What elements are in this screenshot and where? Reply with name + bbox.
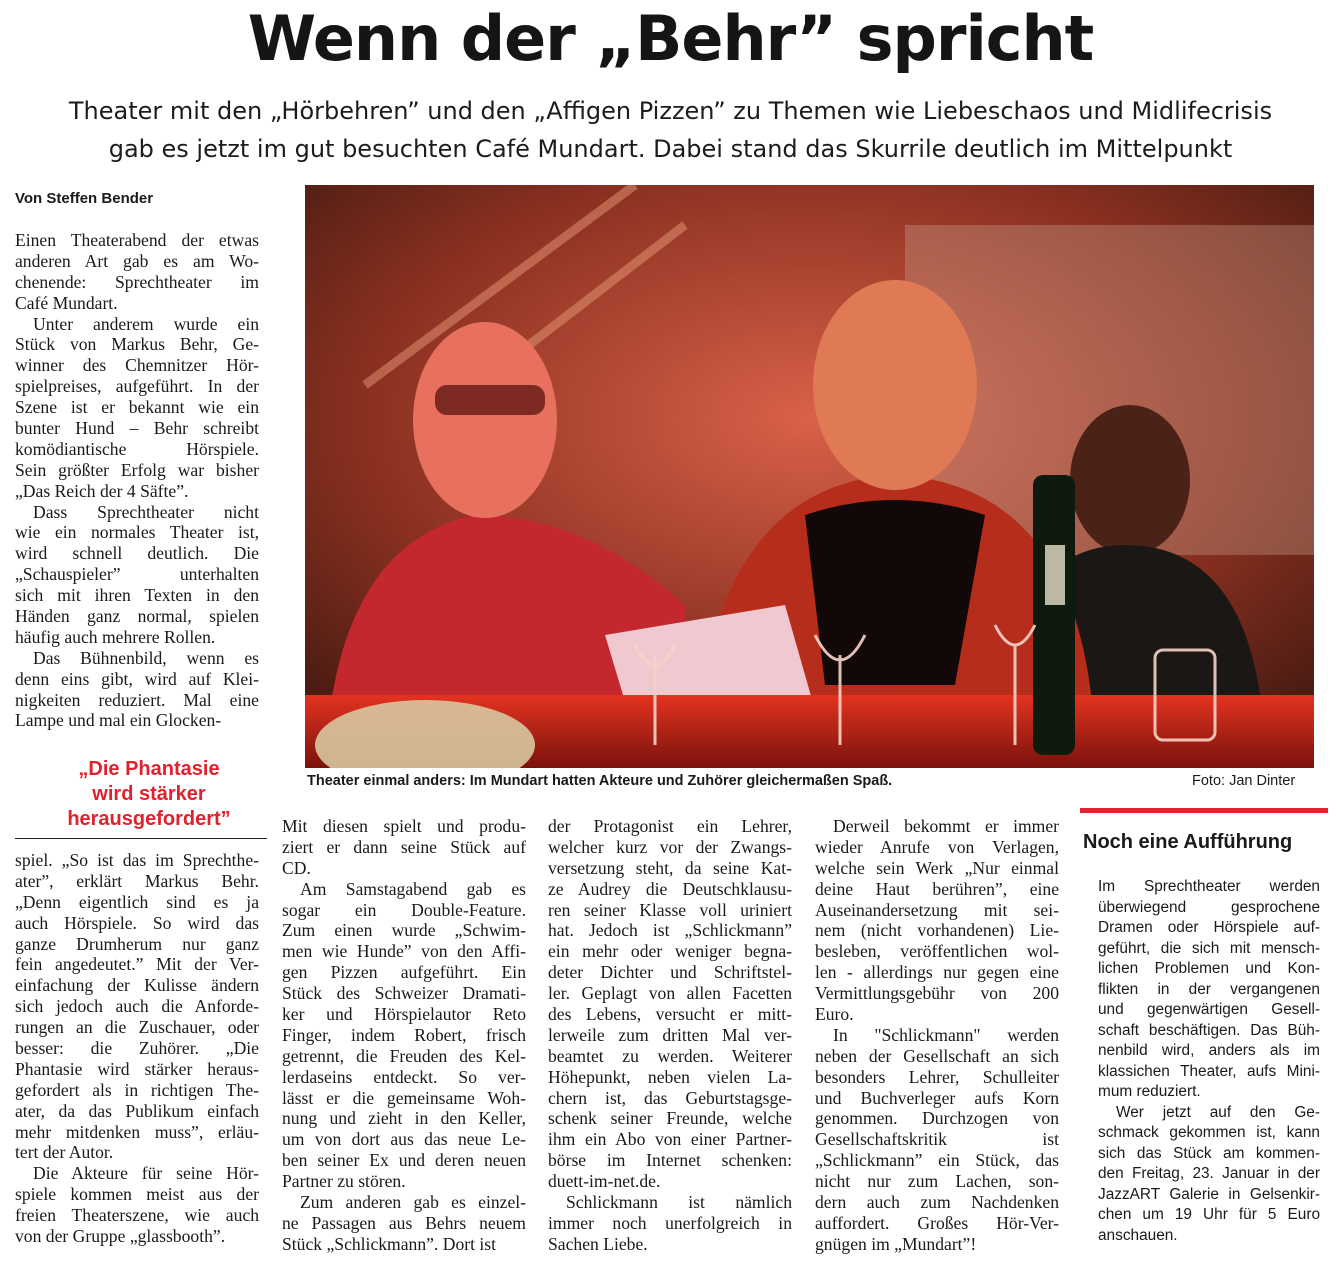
text-line: Auseinandersetzung mit sei-	[815, 899, 1059, 920]
text-line: Unter anderem wurde ein	[33, 313, 259, 334]
photo-credit: Foto: Jan Dinter	[1192, 773, 1296, 789]
pull-quote-line: „Die Phantasie	[78, 758, 220, 780]
text-line: und Buchverleger aufs Korn	[815, 1087, 1059, 1108]
text-line: JazzART Galerie in Gelsenkir-	[1098, 1185, 1320, 1203]
text-line: mehr mitdenken muss”, erläu-	[15, 1121, 259, 1142]
byline: Von Steffen Bender	[15, 190, 154, 207]
text-line: Am Samstagabend gab es	[300, 878, 526, 899]
text-line: genommen. Durchzogen von	[815, 1108, 1059, 1129]
text-line: Dass Sprechtheater nicht	[33, 501, 259, 522]
text-line: bunter Hund – Behr schreibt	[15, 418, 259, 439]
text-line: Gesellschaftskritik ist	[815, 1129, 1059, 1150]
text-line: Sachen Liebe.	[548, 1233, 648, 1254]
text-line: ler. Geplagt von allen Facetten	[548, 983, 792, 1004]
text-line: chenende: Sprechtheater im	[15, 271, 259, 292]
text-line: versetzung steht, da seine Kat-	[548, 857, 792, 878]
text-line: ren seiner Klasse voll uriniert	[548, 899, 792, 920]
text-line: fein angedeutet.” Mit der Ver-	[15, 954, 259, 975]
text-line: nenbild wird, anders als im	[1098, 1042, 1320, 1059]
text-line: CD.	[282, 857, 311, 878]
text-line: beamtet zu werden. Weiterer	[548, 1045, 792, 1066]
text-line: ganze Drumherum nur ganz	[15, 933, 259, 954]
text-line: dern auch zum Nachdenken	[815, 1192, 1059, 1213]
text-line: In "Schlickmann" werden	[833, 1024, 1059, 1045]
text-line: Euro.	[815, 1004, 854, 1025]
text-line: nicht nur zum Lachen, son-	[815, 1171, 1059, 1192]
sidebar-title: Noch eine Aufführung	[1083, 831, 1293, 853]
text-line: Dramen oder Hörspiele auf-	[1098, 919, 1320, 936]
text-line: welche sein Werk „Nur einmal	[815, 857, 1059, 878]
pull-quote-divider	[15, 838, 267, 839]
text-line: Mit diesen spielt und produ-	[282, 816, 526, 836]
text-line: Finger, indem Robert, frisch	[282, 1024, 526, 1045]
text-line: lichen Problemen und Kon-	[1098, 960, 1320, 977]
text-line: men wie Hunde” von den Affi-	[282, 941, 526, 962]
pull-quote	[15, 757, 283, 832]
text-line: Stück „Schlickmann”. Dort ist	[282, 1233, 497, 1254]
text-line: freien Theaterszene, wie auch	[15, 1205, 259, 1226]
text-line: sich das Stück am kommen-	[1098, 1144, 1320, 1162]
text-line: wird schnell deutlich. Die	[15, 543, 259, 564]
text-line: einfachung der Kulisse ändern	[15, 975, 259, 996]
text-line: „Schauspieler” unterhalten	[15, 564, 259, 585]
pull-quote-line: herausgefordert”	[67, 808, 231, 830]
text-line: Szene ist er bekannt wie ein	[15, 397, 259, 418]
text-line: lässt er die gemeinsame Woh-	[282, 1087, 526, 1108]
text-line: Phantasie wird stärker heraus-	[15, 1058, 259, 1079]
column-1-top	[15, 230, 259, 731]
text-line: immer noch unerfolgreich in	[548, 1212, 792, 1233]
text-line: Café Mundart.	[15, 292, 118, 313]
text-line: nung und zieht in den Keller,	[282, 1108, 526, 1129]
text-line: spiel. „So ist das im Sprechthe-	[15, 850, 259, 870]
text-line: nigkeiten reduziert. Mal eine	[15, 689, 259, 710]
text-line: ein mehr oder weniger begna-	[548, 941, 792, 962]
article-photo	[305, 185, 1314, 768]
text-line: Lampe und mal ein Glocken-	[15, 710, 222, 731]
text-line: Wer jetzt auf den Ge-	[1116, 1103, 1320, 1121]
text-line: besleben, veröffentlichen wol-	[815, 941, 1059, 962]
column-2	[282, 816, 526, 1255]
text-line: duett-im-net.de.	[548, 1171, 661, 1192]
text-line: schmack gekommen ist, kann	[1098, 1124, 1320, 1141]
text-line: gnügen im „Mundart”!	[815, 1233, 977, 1254]
text-line: Einen Theaterabend der etwas	[15, 230, 259, 250]
text-line: ater, da das Publikum einfach	[15, 1100, 259, 1121]
text-line: Schlickmann ist nämlich	[566, 1192, 792, 1213]
photo-caption: Theater einmal anders: Im Mundart hatten Akteure und Zuhörer gleichermaßen Spaß.	[307, 773, 893, 789]
text-line: welcher kurz vor der Zwangs-	[548, 836, 792, 857]
text-line: spiele kommen meist aus der	[15, 1184, 259, 1205]
sidebar-text	[1098, 877, 1320, 1246]
text-line: Stück von Markus Behr, Ge-	[15, 334, 259, 355]
text-line: Zum anderen gab es einzel-	[300, 1192, 526, 1213]
text-line: deter Dichter und Schriftstel-	[548, 962, 792, 983]
text-line: hat. Jedoch ist „Schlickmann”	[548, 920, 792, 941]
text-line: auffordert. Großes Hör-Ver-	[815, 1212, 1059, 1233]
text-line: anderen Art gab es am Wo-	[15, 250, 259, 271]
text-line: „Denn eigentlich sind es ja	[15, 891, 259, 912]
text-line: geführt, die sich mit mensch-	[1098, 939, 1320, 957]
text-line: Das Bühnenbild, wenn es	[33, 647, 259, 668]
text-line: chern ist, das Geburtstagsge-	[548, 1087, 792, 1108]
text-line: len - allerdings nur gegen eine	[815, 962, 1059, 983]
text-line: nem (nicht vorhandenen) Lie-	[815, 920, 1059, 941]
text-line: chen um 19 Uhr für 5 Euro	[1098, 1206, 1320, 1223]
text-line: um von dort aus das neue Le-	[282, 1129, 526, 1150]
text-line: neben der Gesellschaft an sich	[815, 1045, 1059, 1066]
text-line: sich mit ihren Texten in den	[15, 585, 259, 606]
text-line: ihm ein Abo von einer Partner-	[548, 1129, 792, 1150]
subhead-line: Theater mit den „Hörbehren” und den „Affigen Pizzen” zu Themen wie Liebeschaos und Midlifecrisis	[68, 97, 1273, 125]
text-line: komödiantische Hörspiele.	[15, 438, 259, 459]
text-line: rungen an die Zuschauer, oder	[15, 1017, 259, 1038]
column-4	[815, 816, 1059, 1255]
pull-quote-line: wird stärker	[92, 783, 206, 805]
text-line: mum reduziert.	[1098, 1083, 1201, 1100]
column-1-bottom	[15, 850, 259, 1247]
text-line: ater”, erklärt Markus Behr.	[15, 870, 259, 891]
text-line: Zum einen wurde „Schwim-	[282, 920, 526, 941]
text-line: besonders Lehrer, Schulleiter	[815, 1066, 1059, 1087]
text-line: auch Hörspiele. So wird das	[15, 912, 259, 933]
text-line: von der Gruppe „glassbooth”.	[15, 1226, 226, 1247]
text-line: börse im Internet schenken:	[548, 1150, 792, 1171]
text-line: Stück des Schweizer Dramati-	[282, 983, 526, 1004]
text-line: sogar ein Double-Feature.	[282, 899, 526, 920]
text-line: schenk seiner Freunde, welche	[548, 1108, 792, 1129]
text-line: gen Pizzen aufgeführt. Ein	[282, 962, 526, 983]
text-line: der Protagonist ein Lehrer,	[548, 816, 792, 836]
text-line: Partner zu stören.	[282, 1171, 406, 1192]
text-line: ziert er dann seine Stück auf	[282, 836, 526, 857]
text-line: flikten in der vergangenen	[1098, 980, 1320, 998]
text-line: getrennt, die Freuden des Kel-	[282, 1045, 526, 1066]
text-line: und gegenwärtigen Gesell-	[1098, 1001, 1320, 1018]
headline: Wenn der „Behr” spricht	[247, 2, 1094, 75]
photo-illustration	[305, 185, 1314, 768]
text-line: Sein größter Erfolg war bisher	[15, 459, 259, 480]
text-line: wieder Anrufe von Verlagen,	[815, 836, 1059, 857]
text-line: ze Audrey die Deutschklausu-	[548, 878, 792, 899]
text-line: lerdaseins entdeckt. So ver-	[282, 1066, 526, 1087]
text-line: besser: die Zuhörer. „Die	[15, 1038, 259, 1059]
text-line: anschauen.	[1098, 1226, 1178, 1244]
text-line: ker und Hörspielautor Reto	[282, 1004, 526, 1025]
text-line: klassichen Theater, aufs Mini-	[1098, 1062, 1320, 1080]
text-line: Die Akteure für seine Hör-	[33, 1163, 259, 1184]
text-line: tert der Autor.	[15, 1142, 114, 1163]
text-line: deine Haut berühren”, eine	[815, 878, 1059, 899]
text-line: spielpreises, aufgeführt. In der	[15, 376, 259, 397]
text-line: denn eins gibt, wird auf Klei-	[15, 668, 259, 689]
sidebar-accent-bar	[1080, 808, 1328, 813]
text-line: den Freitag, 23. Januar in der	[1098, 1165, 1320, 1182]
text-line: Händen ganz normal, spielen	[15, 606, 259, 627]
text-line: überwiegend gesprochene	[1098, 898, 1320, 916]
text-line: Im Sprechtheater werden	[1098, 878, 1320, 895]
text-line: winner des Chemnitzer Hör-	[15, 355, 259, 376]
text-line: ben seiner Ex und deren neuen	[282, 1150, 526, 1171]
text-line: „Schlickmann” ein Stück, das	[815, 1150, 1059, 1171]
text-line: Höhepunkt, neben vielen La-	[548, 1066, 792, 1087]
subhead-line: gab es jetzt im gut besuchten Café Mundart. Dabei stand das Skurrile deutlich im Mittelpunkt	[108, 135, 1233, 163]
text-line: wie ein normales Theater ist,	[15, 522, 259, 543]
text-line: schaft beschäftigen. Das Büh-	[1098, 1021, 1320, 1039]
column-3	[548, 816, 792, 1255]
text-line: häufig auch mehrere Rollen.	[15, 626, 216, 647]
subheadline	[60, 92, 1281, 168]
text-line: Derweil bekommt er immer	[833, 816, 1059, 836]
text-line: sich jedoch auch die Anforde-	[15, 996, 259, 1017]
text-line: lerweile zum dritten Mal ver-	[548, 1024, 792, 1045]
text-line: ne Passagen aus Behrs neuem	[282, 1212, 526, 1233]
text-line: des Lebens, versucht er mitt-	[548, 1004, 792, 1025]
text-line: Vermittlungsgebühr von 200	[815, 983, 1059, 1004]
text-line: „Das Reich der 4 Säfte”.	[15, 480, 189, 501]
text-line: gefordert als in richtigen The-	[15, 1079, 259, 1100]
